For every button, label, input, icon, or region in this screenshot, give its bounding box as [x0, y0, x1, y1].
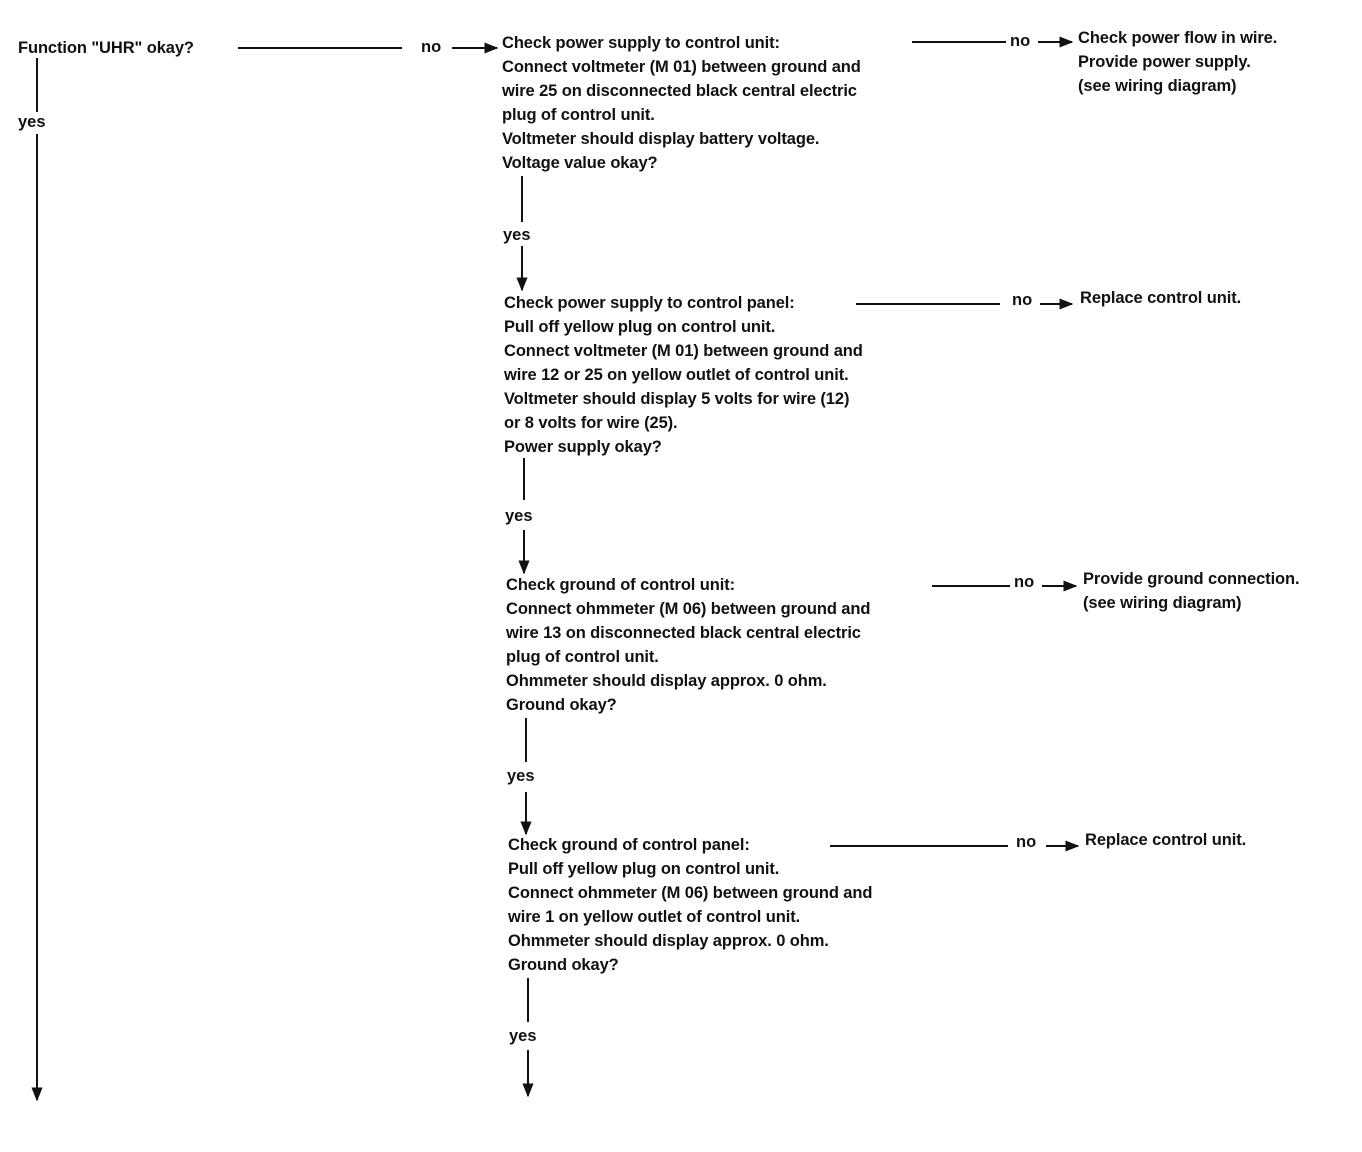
start-question: Function "UHR" okay? [18, 39, 194, 57]
step1-fail-text [1078, 26, 1277, 98]
step1-line-4: plug of control unit. [502, 106, 655, 124]
step3-line-4: plug of control unit. [506, 648, 659, 666]
step2-fail-text [1080, 286, 1241, 310]
step4-line-4: wire 1 on yellow outlet of control unit. [508, 908, 801, 926]
step4-yes-label: yes [509, 1027, 537, 1045]
step4-no-label: no [1016, 833, 1037, 851]
step4-line-3: Connect ohmmeter (M 06) between ground and [508, 884, 873, 902]
step2-fail-line-1: Replace control unit. [1080, 289, 1242, 307]
step4-line-1: Check ground of control panel: [508, 836, 750, 854]
step1-fail-line-1: Check power flow in wire. [1078, 29, 1278, 47]
step1-line-6: Voltage value okay? [502, 154, 658, 172]
step2-line-7: Power supply okay? [504, 438, 662, 456]
step4-line-6: Ground okay? [508, 956, 619, 974]
step1-yes-label: yes [503, 226, 531, 244]
step4-text [508, 833, 872, 977]
step3-line-1: Check ground of control unit: [506, 576, 735, 594]
step2-line-6: or 8 volts for wire (25). [504, 414, 678, 432]
step1-line-3: wire 25 on disconnected black central electric [502, 82, 857, 100]
step2-no-label: no [1012, 291, 1033, 309]
step1-line-5: Voltmeter should display battery voltage. [502, 130, 820, 148]
step4-line-5: Ohmmeter should display approx. 0 ohm. [508, 932, 829, 950]
step2-text [504, 291, 863, 459]
step1-no-label: no [1010, 32, 1031, 50]
step4-fail-line-1: Replace control unit. [1085, 831, 1247, 849]
step4-fail-text [1085, 828, 1246, 852]
step3-line-2: Connect ohmmeter (M 06) between ground and [506, 600, 871, 618]
step3-line-6: Ground okay? [506, 696, 617, 714]
step1-line-1: Check power supply to control unit: [502, 34, 780, 52]
step1-fail-line-2: Provide power supply. [1078, 53, 1251, 71]
step2-line-3: Connect voltmeter (M 01) between ground and [504, 342, 863, 360]
step3-no-label: no [1014, 573, 1035, 591]
step1-fail-line-3: (see wiring diagram) [1078, 77, 1237, 95]
step4-line-2: Pull off yellow plug on control unit. [508, 860, 780, 878]
step1-text [502, 31, 861, 175]
step3-fail-line-1: Provide ground connection. [1083, 570, 1300, 588]
step1-line-2: Connect voltmeter (M 01) between ground and [502, 58, 861, 76]
start-yes-label: yes [18, 113, 46, 131]
step3-text [506, 573, 870, 717]
step2-line-2: Pull off yellow plug on control unit. [504, 318, 776, 336]
step3-fail-line-2: (see wiring diagram) [1083, 594, 1242, 612]
step2-yes-label: yes [505, 507, 533, 525]
step3-line-5: Ohmmeter should display approx. 0 ohm. [506, 672, 827, 690]
step3-fail-text [1083, 567, 1300, 615]
step3-line-3: wire 13 on disconnected black central electric [506, 624, 861, 642]
step2-line-4: wire 12 or 25 on yellow outlet of control unit. [504, 366, 849, 384]
start-no-label: no [421, 38, 442, 56]
step3-yes-label: yes [507, 767, 535, 785]
step2-line-1: Check power supply to control panel: [504, 294, 795, 312]
step2-line-5: Voltmeter should display 5 volts for wire (12) [504, 390, 850, 408]
